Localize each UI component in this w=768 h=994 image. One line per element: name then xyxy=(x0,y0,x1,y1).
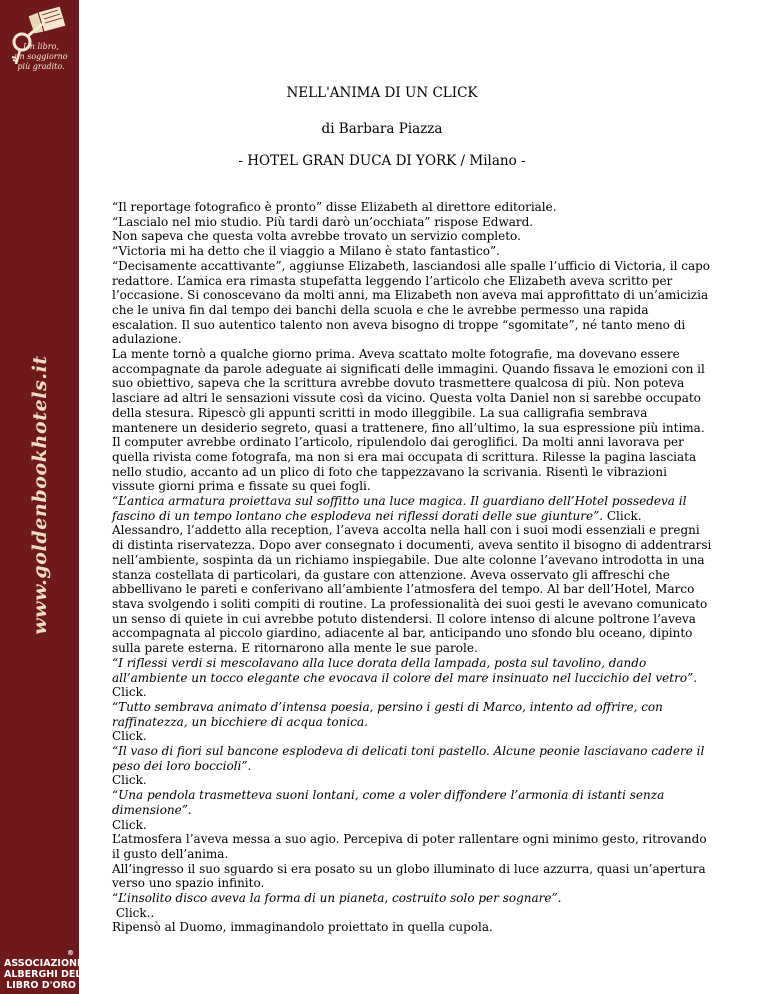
website-url[interactable]: www.goldenbookhotels.it xyxy=(29,355,51,635)
quote-paragraph: “Il vaso di fiori sul bancone esplodeva di delicati toni pastello. Alcune peonie lasciavano cadere il peso dei loro boccioli”. xyxy=(112,744,705,773)
paragraph: L’atmosfera l’aveva messa a suo agio. Percepiva di poter rallentare ogni minimo gesto, ritrovando il gusto dell’anima. xyxy=(112,832,707,861)
paragraph: “Victoria mi ha detto che il viaggio a Milano è stato fantastico”. xyxy=(112,244,500,259)
paragraph: All’ingresso il suo sguardo si era posato su un globo illuminato di luce azzurra, quasi un’apertura verso uno spazio infinito. xyxy=(112,861,706,891)
quote-paragraph xyxy=(112,494,712,523)
story-body xyxy=(112,200,712,935)
tagline-line-1: Un libro, xyxy=(23,42,59,51)
hotel-line: - HOTEL GRAN DUCA DI YORK / Milano - xyxy=(238,153,526,169)
click-word: Click. xyxy=(112,773,147,788)
quote-text: “I riflessi verdi si mescolavano alla luce dorata della lampada, posta sul tavolino, dando all’ambiente un tocco elegante che evocava il colore del mare insinuato nel luccichio del vetro”. xyxy=(112,655,698,685)
paragraph: “Lascialo nel mio studio. Più tardi darò un’occhiata” rispose Edward. xyxy=(112,214,534,229)
sidebar xyxy=(0,0,84,994)
registered-mark: ® xyxy=(67,949,74,957)
click-word: Click. xyxy=(112,685,147,700)
association-logo xyxy=(4,949,84,991)
click-word: Click. xyxy=(112,817,147,832)
document-title: NELL'ANIMA DI UN CLICK xyxy=(286,85,478,101)
click-word: Click. xyxy=(112,729,147,744)
paragraph: Alessandro, l’addetto alla reception, l’aveva accolta nella hall con i suoi modi essenziali e pregni di distinta riservatezza. Dopo aver consegnato i documenti, aveva sentito il bisogno di addentrarsi nell’ambiente, sospinta da un richiamo inspiegabile. Due alte colonne l’avevano introdotta in una stanza costellata di particolari, da gustare con attenzione. Aveva osservato gli affreschi che abbellivano le pareti e conferivano all’ambiente l’atmosfera del tempo. Al bar dell’Hotel, Marco stava svolgendo i soliti compiti di routine. La professionalità dei suoi gesti le avevano comunicato un senso di quiete in cui avrebbe potuto distendersi. Il colore intenso di alcune poltrone l’aveva accompagnata al piccolo giardino, adiacente al bar, anticipando uno sfondo blu oceano, dipinto sulla parete esterna. E ritornarono alla mente le sue parole. xyxy=(112,523,712,656)
association-line-2: ALBERGHI DEL xyxy=(4,969,82,980)
tagline-line-2: un soggiorno xyxy=(14,52,68,61)
quote-paragraph xyxy=(112,656,712,700)
quote-paragraph xyxy=(112,891,712,906)
open-quote: “ xyxy=(112,891,119,906)
quote-text: “L’antica armatura proiettava sul soffitto una luce magica. Il guardiano dell’Hotel possedeva il fascino di un tempo lontano che esplodeva nei riflessi dorati delle sue giunture”. xyxy=(112,494,687,523)
paragraph: “Il reportage fotografico è pronto” disse Elizabeth al direttore editoriale. xyxy=(112,200,557,214)
click-word: Click.. xyxy=(112,905,155,920)
paragraph: Ripensò al Duomo, immaginandolo proiettato in quella cupola. xyxy=(112,920,493,935)
association-line-3: LIBRO D'ORO xyxy=(6,980,76,991)
quote-paragraph: “Una pendola trasmetteva suoni lontani, come a voler diffondere l’armonia di istanti senza dimensione”. xyxy=(112,788,665,817)
association-line-1: ASSOCIAZIONE xyxy=(4,958,84,969)
paragraph: La mente tornò a qualche giorno prima. Aveva scattato molte fotografie, ma dovevano essere accompagnate da parole adeguate ai significati delle immagini. Quando fissava le emozioni con il suo obiettivo, sapeva che la scrittura avrebbe dovuto trasmettere qualcosa di più. Non poteva lasciare ad altri le sensazioni vissute così da vicino. Questa volta Daniel non si sarebbe occupato della stesura. Ripescò gli appunti scritti in modo illeggibile. La sua calligrafia sembrava mantenere un desiderio segreto, quasi a trattenere, fino all’ultimo, la sua espressione più intima. Il computer avrebbe ordinato l’articolo, ripulendolo dai geroglifici. Da molti anni lavorava per quella rivista come fotografa, ma non si era mai occupata di scrittura. Rilesse la pagina lasciata nello studio, accanto ad un plico di foto che tappezzavano la scrivania. Risentì le vibrazioni vissute giorni prima e fissate su quei fogli. xyxy=(112,347,705,494)
quote-paragraph: “Tutto sembrava animato d’intensa poesia, persino i gesti di Marco, intento ad offrire, con raffinatezza, un bicchiere di acqua tonica. xyxy=(112,699,663,729)
quote-text: L’insolito disco aveva la forma di un pianeta, costruito solo per sognare”. xyxy=(118,891,562,906)
tagline-line-3: più gradito. xyxy=(17,62,65,71)
author-line: di Barbara Piazza xyxy=(321,121,443,137)
paragraph: Non sapeva che questa volta avrebbe trovato un servizio completo. xyxy=(112,229,521,244)
paragraph: “Decisamente accattivante”, aggiunse Elizabeth, lasciandosi alle spalle l’ufficio di Victoria, il capo redattore. L’amica era rimasta stupefatta leggendo l’articolo che Elizabeth aveva scritto per l’occasione. Si conoscevano da molti anni, ma Elizabeth non aveva mai approfittato di un’amicizia che le univa fin dal tempo dei banchi della scuola e che le avrebbe permesso una rapida escalation. Il suo autentico talento non aveva bisogno di troppe “sgomitate”, né tanto meno di adulazione. xyxy=(112,258,711,347)
click-word: Click. xyxy=(606,508,642,523)
